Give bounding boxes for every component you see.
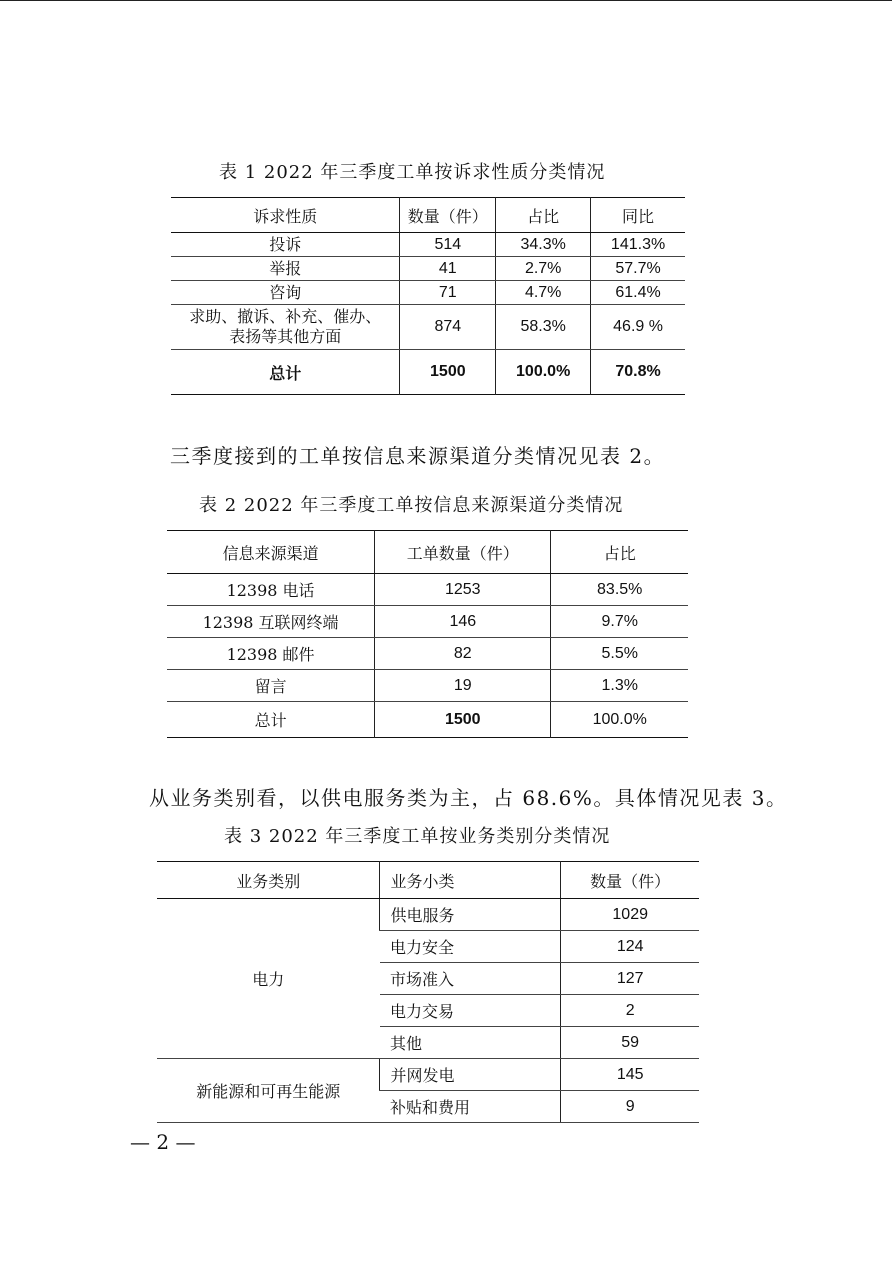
table-row xyxy=(167,606,688,638)
table-row xyxy=(171,281,685,305)
table3 xyxy=(157,861,699,1123)
row-channel: 12398 邮件 xyxy=(167,638,375,670)
row-subcategory: 并网发电 xyxy=(380,1059,561,1091)
row-count: 59 xyxy=(561,1027,699,1059)
row-yoy: 141.3% xyxy=(591,233,685,257)
table-row xyxy=(157,899,699,931)
row-count: 2 xyxy=(561,995,699,1027)
row-label-line2: 表扬等其他方面 xyxy=(229,327,342,346)
table-row xyxy=(167,574,688,606)
row-count: 127 xyxy=(561,963,699,995)
row-count: 124 xyxy=(561,931,699,963)
row-count: 874 xyxy=(400,305,496,350)
row-label: 举报 xyxy=(171,257,400,281)
table2-header-share: 占比 xyxy=(551,531,688,574)
table3-header-subcategory: 业务小类 xyxy=(380,862,561,899)
total-share: 100.0% xyxy=(496,350,591,395)
table1-header-count: 数量（件） xyxy=(400,198,496,233)
row-channel: 12398 电话 xyxy=(167,574,375,606)
total-count: 1500 xyxy=(400,350,496,395)
row-channel: 12398 互联网终端 xyxy=(167,606,375,638)
row-label xyxy=(171,305,400,350)
row-subcategory: 电力安全 xyxy=(380,931,561,963)
total-label: 总计 xyxy=(171,350,400,395)
row-count: 9 xyxy=(561,1091,699,1123)
row-share: 1.3% xyxy=(551,670,688,702)
row-subcategory: 补贴和费用 xyxy=(380,1091,561,1123)
total-count: 1500 xyxy=(375,702,551,738)
row-count: 146 xyxy=(375,606,551,638)
table1-header-share: 占比 xyxy=(496,198,591,233)
paragraph-1: 三季度接到的工单按信息来源渠道分类情况见表 2。 xyxy=(170,444,666,468)
page-number: — 2 — xyxy=(130,1130,196,1154)
total-share: 100.0% xyxy=(551,702,688,738)
row-share: 5.5% xyxy=(551,638,688,670)
row-yoy: 61.4% xyxy=(591,281,685,305)
row-subcategory: 其他 xyxy=(380,1027,561,1059)
table1 xyxy=(171,197,685,395)
table-row xyxy=(171,257,685,281)
row-count: 514 xyxy=(400,233,496,257)
table2-header-channel: 信息来源渠道 xyxy=(167,531,375,574)
category-cell: 电力 xyxy=(157,899,380,1059)
row-subcategory: 电力交易 xyxy=(380,995,561,1027)
row-label: 咨询 xyxy=(171,281,400,305)
page-top-border xyxy=(0,0,892,1)
row-share: 58.3% xyxy=(496,305,591,350)
row-yoy: 46.9 % xyxy=(591,305,685,350)
row-count: 145 xyxy=(561,1059,699,1091)
table1-caption: 表 1 2022 年三季度工单按诉求性质分类情况 xyxy=(219,162,606,183)
table-total-row xyxy=(171,350,685,395)
category-cell: 新能源和可再生能源 xyxy=(157,1059,380,1123)
table3-header-category: 业务类别 xyxy=(157,862,380,899)
row-share: 4.7% xyxy=(496,281,591,305)
table1-header-nature: 诉求性质 xyxy=(171,198,400,233)
row-channel: 留言 xyxy=(167,670,375,702)
table2-header-count: 工单数量（件） xyxy=(375,531,551,574)
table-row xyxy=(171,233,685,257)
table-row xyxy=(171,305,685,350)
row-share: 2.7% xyxy=(496,257,591,281)
row-label-line1: 求助、撤诉、补充、催办、 xyxy=(189,307,382,326)
paragraph-2: 从业务类别看，以供电服务类为主，占 68.6%。具体情况见表 3。 xyxy=(149,786,788,810)
table3-caption: 表 3 2022 年三季度工单按业务类别分类情况 xyxy=(224,826,611,847)
row-count: 82 xyxy=(375,638,551,670)
row-count: 71 xyxy=(400,281,496,305)
row-count: 19 xyxy=(375,670,551,702)
row-label: 投诉 xyxy=(171,233,400,257)
table1-header-yoy: 同比 xyxy=(591,198,685,233)
total-label: 总计 xyxy=(167,702,375,738)
row-count: 41 xyxy=(400,257,496,281)
row-share: 9.7% xyxy=(551,606,688,638)
table-row xyxy=(157,1059,699,1091)
row-subcategory: 供电服务 xyxy=(380,899,561,931)
row-share: 83.5% xyxy=(551,574,688,606)
row-share: 34.3% xyxy=(496,233,591,257)
table2-caption: 表 2 2022 年三季度工单按信息来源渠道分类情况 xyxy=(199,495,624,516)
row-count: 1029 xyxy=(561,899,699,931)
table-total-row xyxy=(167,702,688,738)
total-yoy: 70.8% xyxy=(591,350,685,395)
table2 xyxy=(167,530,688,738)
row-count: 1253 xyxy=(375,574,551,606)
row-yoy: 57.7% xyxy=(591,257,685,281)
table-row xyxy=(167,638,688,670)
row-subcategory: 市场准入 xyxy=(380,963,561,995)
table3-header-count: 数量（件） xyxy=(561,862,699,899)
table-row xyxy=(167,670,688,702)
